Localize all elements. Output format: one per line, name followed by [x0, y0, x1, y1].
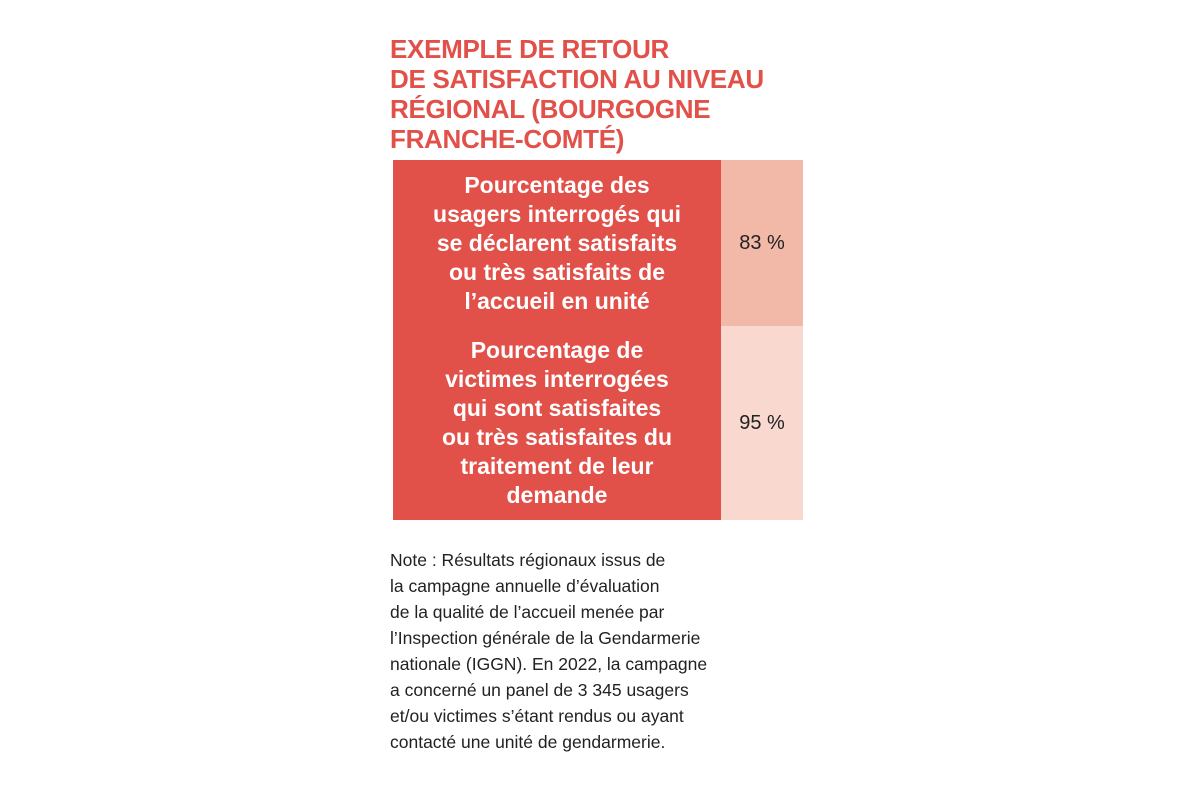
- row-label-line: Pourcentage de: [470, 337, 644, 363]
- row-label-line: ou très satisfaites du: [441, 424, 673, 450]
- row-label-line: traitement de leur: [460, 453, 654, 479]
- note-line: et/ou victimes s’étant rendus ou ayant: [390, 706, 684, 726]
- note-line: nationale (IGGN). En 2022, la campagne: [390, 654, 708, 674]
- note-line: contacté une unité de gendarmerie.: [390, 732, 666, 752]
- title-line: DE SATISFACTION AU NIVEAU: [390, 64, 764, 94]
- row-label-line: se déclarent satisfaits: [436, 229, 678, 256]
- row-label-line: ou très satisfaits de: [448, 258, 666, 285]
- row-label: [393, 160, 721, 326]
- row-label-line: qui sont satisfaites: [452, 395, 662, 421]
- page-title: [390, 34, 810, 154]
- note-line: Note : Résultats régionaux issus de: [390, 550, 666, 570]
- satisfaction-table: [393, 160, 803, 520]
- note-line: a concerné un panel de 3 345 usagers: [390, 680, 689, 700]
- note-line: l’Inspection générale de la Gendarmerie: [390, 628, 701, 648]
- row-label-line: victimes interrogées: [445, 366, 669, 392]
- note-line: de la qualité de l’accueil menée par: [390, 602, 665, 622]
- table-row: [393, 326, 803, 520]
- title-line: FRANCHE-COMTÉ): [390, 124, 625, 154]
- row-value: 83 %: [721, 160, 803, 326]
- row-label-line: usagers interrogés qui: [433, 200, 681, 227]
- row-label-line: demande: [506, 482, 608, 508]
- title-line: EXEMPLE DE RETOUR: [390, 34, 670, 64]
- table-row: [393, 160, 803, 326]
- title-line: RÉGIONAL (BOURGOGNE: [390, 94, 711, 124]
- footnote: [390, 547, 810, 755]
- row-label: [393, 326, 721, 520]
- row-value: 95 %: [721, 326, 803, 520]
- note-line: la campagne annuelle d’évaluation: [390, 576, 660, 596]
- row-label-line: Pourcentage des: [464, 171, 650, 198]
- row-label-line: l’accueil en unité: [464, 287, 650, 314]
